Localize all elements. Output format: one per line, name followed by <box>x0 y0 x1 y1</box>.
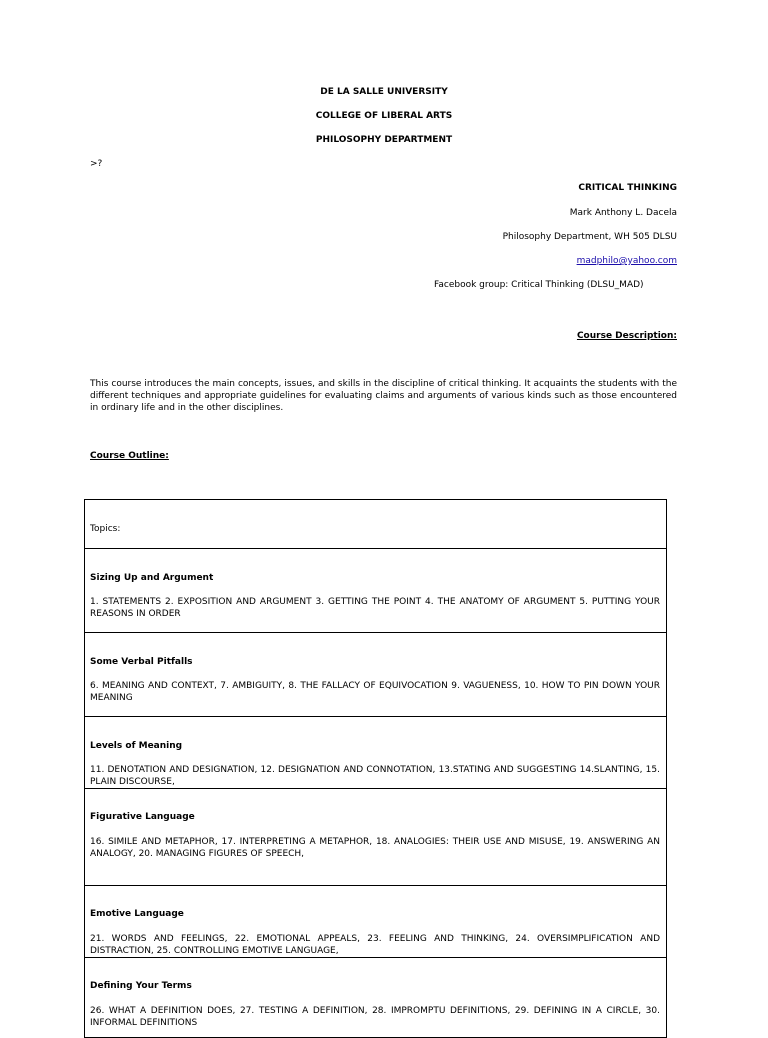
section-title: Emotive Language <box>90 909 184 919</box>
course-description-text: This course introduces the main concepts, issues, and skills in the discipline of critical thinking. It acquaints the students with the different techniques and appropriate guidelines for evaluating claims and arguments of various kinds such as those encountered in ordinary life and in the other disciplines. <box>90 379 677 413</box>
facebook-group: Facebook group: Critical Thinking (DLSU_MAD) <box>434 280 644 290</box>
section-topics: 1. STATEMENTS 2. EXPOSITION AND ARGUMENT 3. GETTING THE POINT 4. THE ANATOMY OF ARGUMENT 5. PUTTING YOUR REASONS IN ORDER <box>90 597 660 619</box>
table-row <box>85 633 666 717</box>
section-topics: 16. SIMILE AND METAPHOR, 17. INTERPRETING A METAPHOR, 18. ANALOGIES: THEIR USE AND MISUSE, 19. ANSWERING AN ANALOGY, 20. MANAGING FIGURES OF SPEECH, <box>90 837 660 859</box>
section-title: Some Verbal Pitfalls <box>90 657 193 667</box>
section-topics: 26. WHAT A DEFINITION DOES, 27. TESTING A DEFINITION, 28. IMPROMPTU DEFINITIONS, 29. DEFINING IN A CIRCLE, 30. INFORMAL DEFINITIONS <box>90 1006 660 1028</box>
section-title: Levels of Meaning <box>90 741 183 751</box>
instructor-name: Mark Anthony L. Dacela <box>569 208 677 218</box>
table-row <box>85 886 666 958</box>
stray-marker: >? <box>90 159 103 169</box>
university-name: DE LA SALLE UNIVERSITY <box>320 87 448 97</box>
topics-label: Topics: <box>90 524 121 534</box>
office-location: Philosophy Department, WH 505 DLSU <box>502 232 677 242</box>
table-row <box>85 958 666 1038</box>
section-title: Defining Your Terms <box>90 981 192 991</box>
table-row <box>85 789 666 886</box>
college-name: COLLEGE OF LIBERAL ARTS <box>315 111 453 121</box>
table-row <box>85 549 666 633</box>
section-topics: 21. WORDS AND FEELINGS, 22. EMOTIONAL APPEALS, 23. FEELING AND THINKING, 24. OVERSIMPLIFICATION AND DISTRACTION, 25. CONTROLLING EMOTIVE LANGUAGE, <box>90 934 660 956</box>
section-title: Figurative Language <box>90 812 195 822</box>
email-link[interactable]: madphilo@yahoo.com <box>576 256 677 266</box>
course-title: CRITICAL THINKING <box>578 183 677 193</box>
table-row <box>85 717 666 789</box>
course-description-heading: Course Description: <box>576 331 677 341</box>
department-name: PHILOSOPHY DEPARTMENT <box>315 135 453 145</box>
section-title: Sizing Up and Argument <box>90 573 214 583</box>
section-topics: 6. MEANING AND CONTEXT, 7. AMBIGUITY, 8. THE FALLACY OF EQUIVOCATION 9. VAGUENESS, 10. HOW TO PIN DOWN YOUR MEANING <box>90 681 660 703</box>
table-row-topics <box>85 500 666 549</box>
course-outline-table <box>84 499 667 1038</box>
section-topics: 11. DENOTATION AND DESIGNATION, 12. DESIGNATION AND CONNOTATION, 13.STATING AND SUGGESTING 14.SLANTING, 15. PLAIN DISCOURSE, <box>90 765 660 787</box>
course-outline-heading: Course Outline: <box>90 451 169 461</box>
